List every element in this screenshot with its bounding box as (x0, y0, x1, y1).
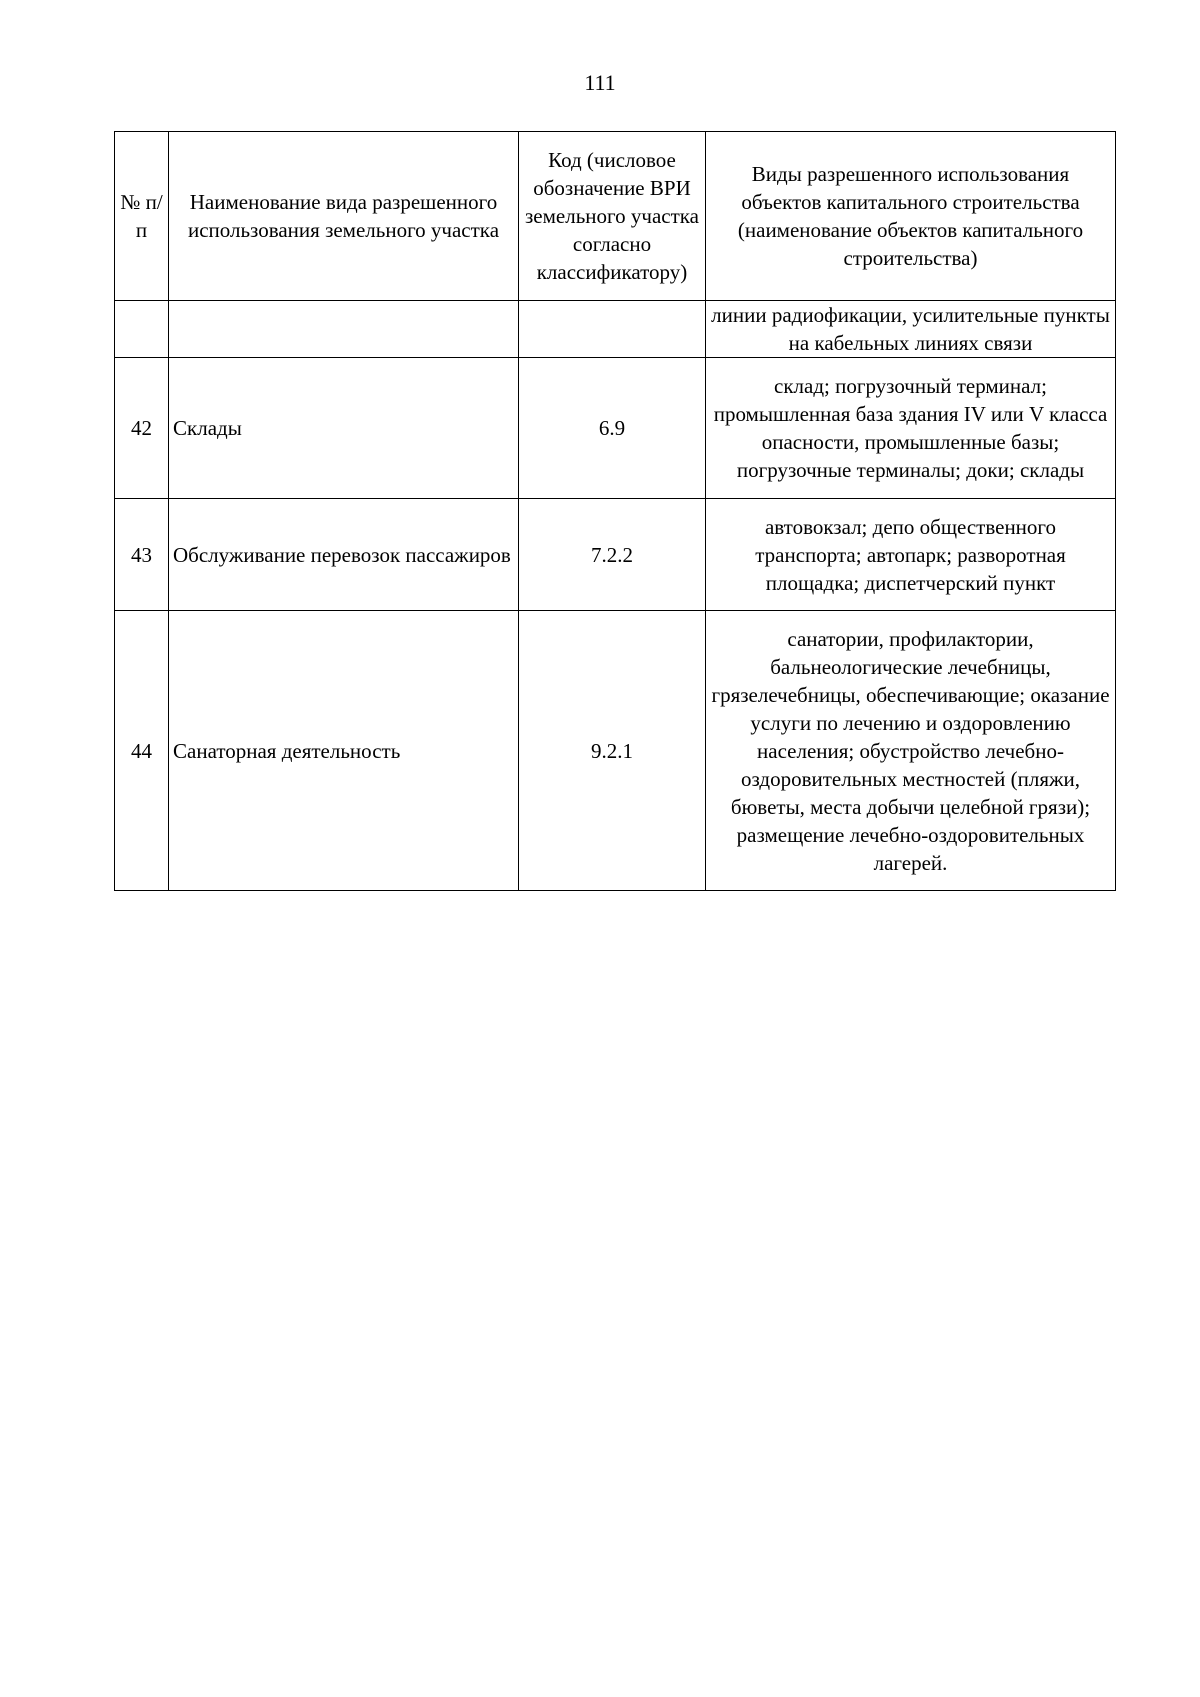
table-row (115, 611, 1116, 891)
cell-name: Склады (169, 358, 519, 499)
cell-objects: автовокзал; депо общественного транспорта; автопарк; разворотная площадка; диспетчерский пункт (706, 499, 1116, 611)
cell-code: 6.9 (519, 358, 706, 499)
cell-num: 44 (115, 611, 169, 891)
cell-code: 7.2.2 (519, 499, 706, 611)
header-num: № п/п (115, 132, 169, 301)
cell-code (519, 301, 706, 358)
cell-name: Обслуживание перевозок пассажиров (169, 499, 519, 611)
cell-name: Санаторная деятельность (169, 611, 519, 891)
cell-objects: линии радиофикации, усилительные пункты на кабельных линиях связи (706, 301, 1116, 358)
header-objects: Виды разрешенного использования объектов капитального строительства (наименование объектов капитального строительства) (706, 132, 1116, 301)
cell-objects: склад; погрузочный терминал; промышленная база здания IV или V класса опасности, промышленные базы; погрузочные терминалы; доки; склады (706, 358, 1116, 499)
table-row (115, 358, 1116, 499)
header-name: Наименование вида разрешенного использования земельного участка (169, 132, 519, 301)
cell-name (169, 301, 519, 358)
header-code: Код (числовое обозначение ВРИ земельного участка согласно классификатору) (519, 132, 706, 301)
cell-num (115, 301, 169, 358)
cell-num: 43 (115, 499, 169, 611)
page-number: 111 (584, 70, 616, 95)
table-row (115, 301, 1116, 358)
table-row (115, 499, 1116, 611)
land-use-table (114, 131, 1116, 891)
cell-num: 42 (115, 358, 169, 499)
cell-code: 9.2.1 (519, 611, 706, 891)
table-header-row (115, 132, 1116, 301)
cell-objects: санатории, профилактории, бальнеологические лечебницы, грязелечебницы, обеспечивающие; оказание услуги по лечению и оздоровлению населения; обустройство лечебно-оздоровительных местностей (пляжи, бюветы, места добычи целебной грязи); размещение лечебно-оздоровительных лагерей. (706, 611, 1116, 891)
